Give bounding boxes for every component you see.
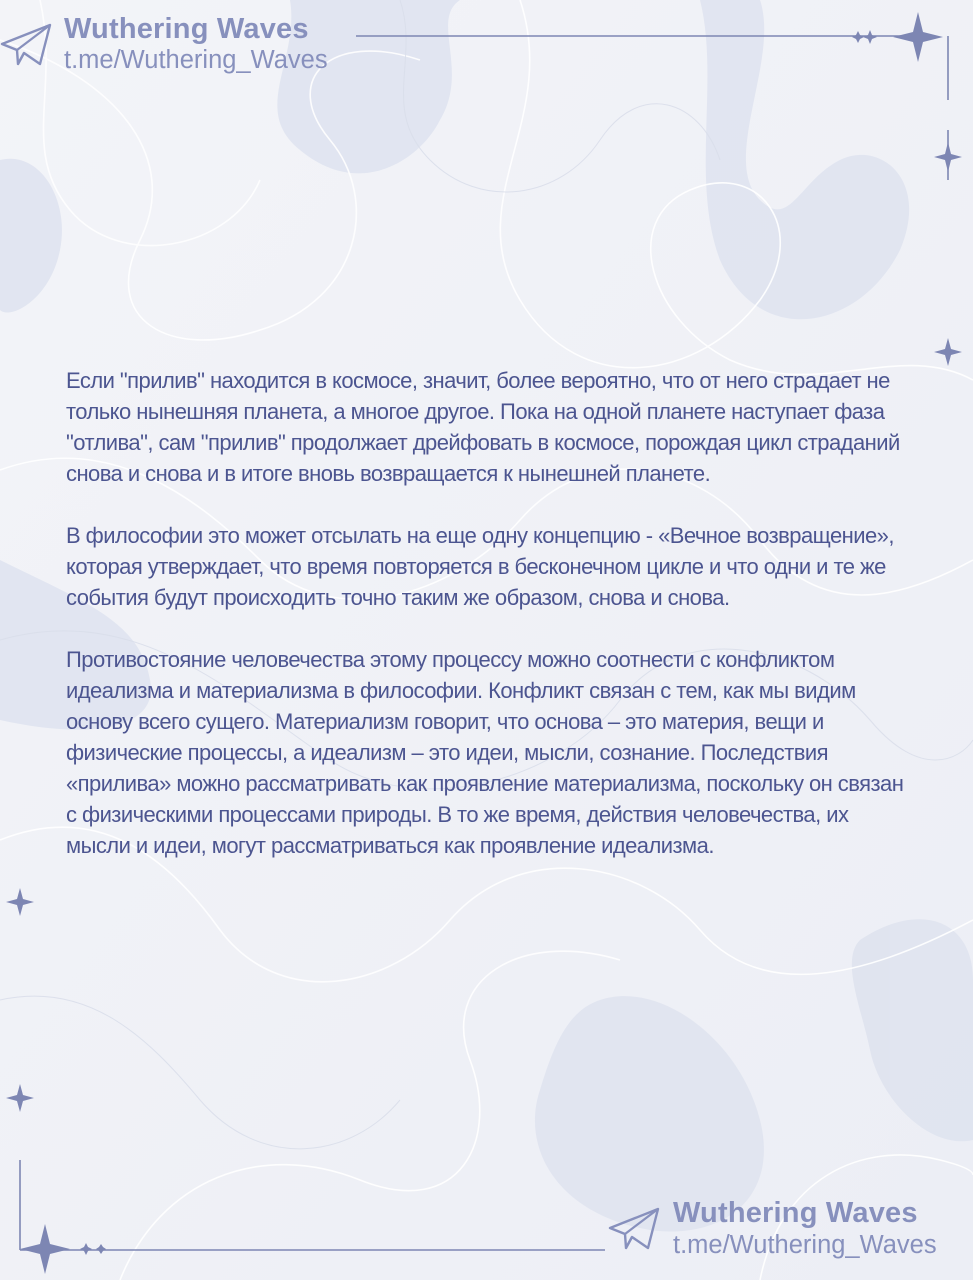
paragraph: В философии это может отсылать на еще одну концепцию - «Вечное возвращение», которая утверждает, что время повторяется в бесконечном цикле и что одни и те же события будут происходить точно таким же образом, снова и снова. [66, 523, 894, 610]
paragraph: Противостояние человечества этому процессу можно соотнести с конфликтом идеализма и материализма в философии. Конфликт связан с тем, как мы видим основу всего сущего. Материализм говорит, что основа – это материя, вещи и физические процессы, а идеализм – это идеи, мысли, сознание. Последствия «прилива» можно рассматривать как проявление материализма, поскольку он связан с физическими процессами природы. В то же время, действия человечества, их мысли и идеи, могут рассматриваться как проявление идеализма. [66, 647, 904, 858]
paragraph: Если "прилив" находится в космосе, значит, более вероятно, что от него страдает не только нынешняя планета, а многое другое. Пока на одной планете наступает фаза "отлива", сам "прилив" продолжает дрейфовать в космосе, порождая цикл страданий снова и снова и в итоге вновь возвращается к нынешней планете. [66, 368, 900, 486]
channel-link[interactable]: t.me/Wuthering_Waves [64, 46, 328, 74]
channel-link[interactable]: t.me/Wuthering_Waves [673, 1231, 937, 1259]
channel-header [0, 12, 360, 82]
channel-title: Wuthering Waves [673, 1197, 918, 1229]
channel-footer [606, 1196, 973, 1266]
channel-title: Wuthering Waves [64, 13, 309, 45]
article-body [66, 365, 916, 892]
paper-plane-icon [0, 22, 54, 68]
paper-plane-icon [608, 1206, 662, 1252]
